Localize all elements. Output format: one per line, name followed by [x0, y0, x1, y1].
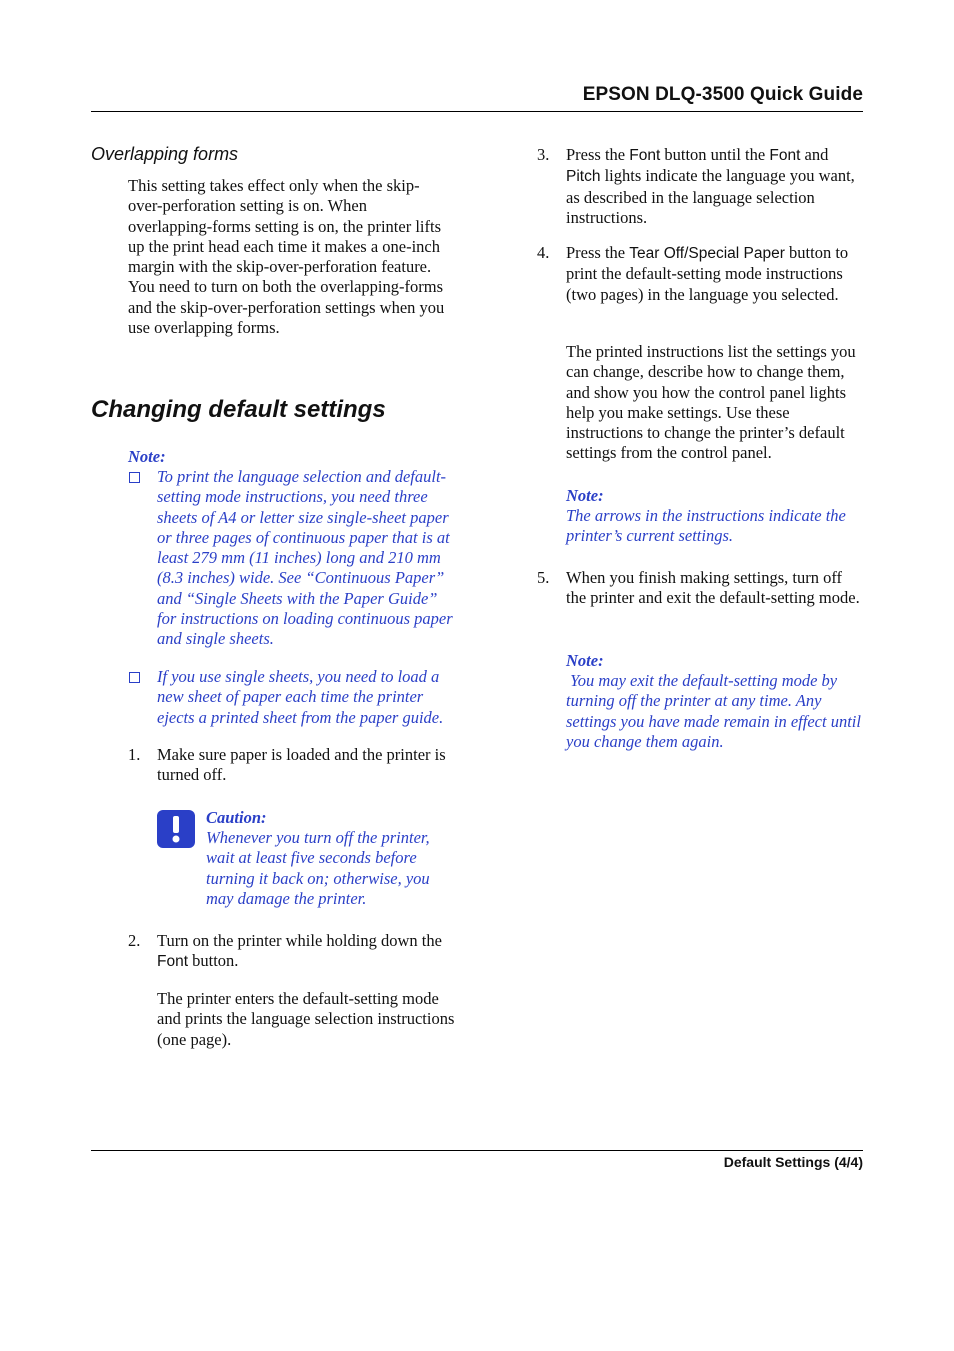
header-title: EPSON DLQ-3500 Quick Guide: [582, 84, 863, 105]
step-4-text: [566, 243, 866, 305]
font-button-label: Font: [157, 953, 189, 971]
note-label: Note:: [566, 651, 604, 670]
note-2-text: The arrows in the instructions indicate the printer’s current settings.: [566, 506, 846, 546]
note-label: Note:: [128, 447, 166, 466]
step-5-text: When you finish making settings, turn off the printer and exit the default-setting mode.: [566, 568, 860, 608]
tear-off-button-label: Tear Off/Special Paper: [629, 245, 785, 262]
step-number: 5.: [537, 568, 550, 587]
note-bullet-2: If you use single sheets, you need to load a new sheet of paper each time the printer ejects a printed sheet from the paper guide.: [157, 667, 444, 727]
pitch-light-label: Pitch: [566, 168, 601, 186]
step-number: 3.: [537, 145, 550, 164]
overlapping-forms-body: This setting takes effect only when the skip-over-perforation setting is on. When overlapping-forms setting is on, the printer lifts up the print head each time it makes a one-inch margin with the skip-over-perforation feature. You need to turn on both the overlapping-forms and the skip-over-perforation settings when you use overlapping forms.: [128, 176, 445, 338]
note-3-text: You may exit the default-setting mode by turning off the printer at any time. Any settings you have made remain in effect until you change them again.: [566, 671, 866, 751]
font-light-label: Font: [769, 147, 801, 164]
note-label: Note:: [566, 486, 604, 505]
step-number: 2.: [128, 931, 141, 950]
header-divider: [91, 111, 863, 112]
step-3-b: button until the: [660, 145, 770, 164]
step-3-d: lights indicate the language you want, as described in the language selection instructions.: [566, 166, 855, 227]
footer-divider: [91, 1150, 863, 1151]
step-4-paragraph: The printed instructions list the settings you can change, describe how to change them, and show you how the control panel lights help you make settings. Use these instructions to change the printer’s default settings from the control panel.: [566, 342, 856, 463]
step-3-text: [566, 145, 866, 228]
step-4-a: Press the: [566, 243, 630, 262]
step-2-text-b: button.: [188, 951, 239, 971]
step-2-text-a: Turn on the printer while holding down the: [157, 931, 442, 950]
section-heading: Changing default settings: [91, 396, 386, 423]
step-3-c: and: [800, 145, 829, 164]
caution-text: Whenever you turn off the printer, wait at least five seconds before turning it back on; otherwise, you may damage the printer.: [206, 828, 430, 908]
font-button-label: Font: [629, 147, 661, 164]
caution-exclamation-icon: [157, 810, 195, 848]
overlapping-forms-heading: Overlapping forms: [91, 144, 239, 164]
checkbox-bullet-icon: [129, 472, 140, 483]
step-2-text: [157, 931, 457, 973]
footer-page-label: Default Settings (4/4): [723, 1154, 863, 1170]
note-bullet-1: To print the language selection and default-setting mode instructions, you need three sheets of A4 or letter size single-sheet paper or three pages of continuous paper that is at least 279 mm (11 inches) long and 210 mm (8.3 inches) wide. See “Continuous Paper” and “Single Sheets with the Paper Guide” for instructions on loading continuous paper and single sheets.: [157, 467, 453, 649]
step-4-b: button to print the default-setting mode instructions (two pages) in the language you selected.: [566, 243, 849, 304]
step-3-a: Press the: [566, 145, 630, 164]
step-1-text: Make sure paper is loaded and the printer is turned off.: [157, 745, 446, 785]
step-number: 1.: [128, 745, 141, 764]
step-number: 4.: [537, 243, 550, 262]
caution-label: Caution:: [206, 808, 267, 827]
checkbox-bullet-icon: [129, 672, 140, 683]
step-2-paragraph: The printer enters the default-setting mode and prints the language selection instructions (one page).: [157, 989, 455, 1049]
